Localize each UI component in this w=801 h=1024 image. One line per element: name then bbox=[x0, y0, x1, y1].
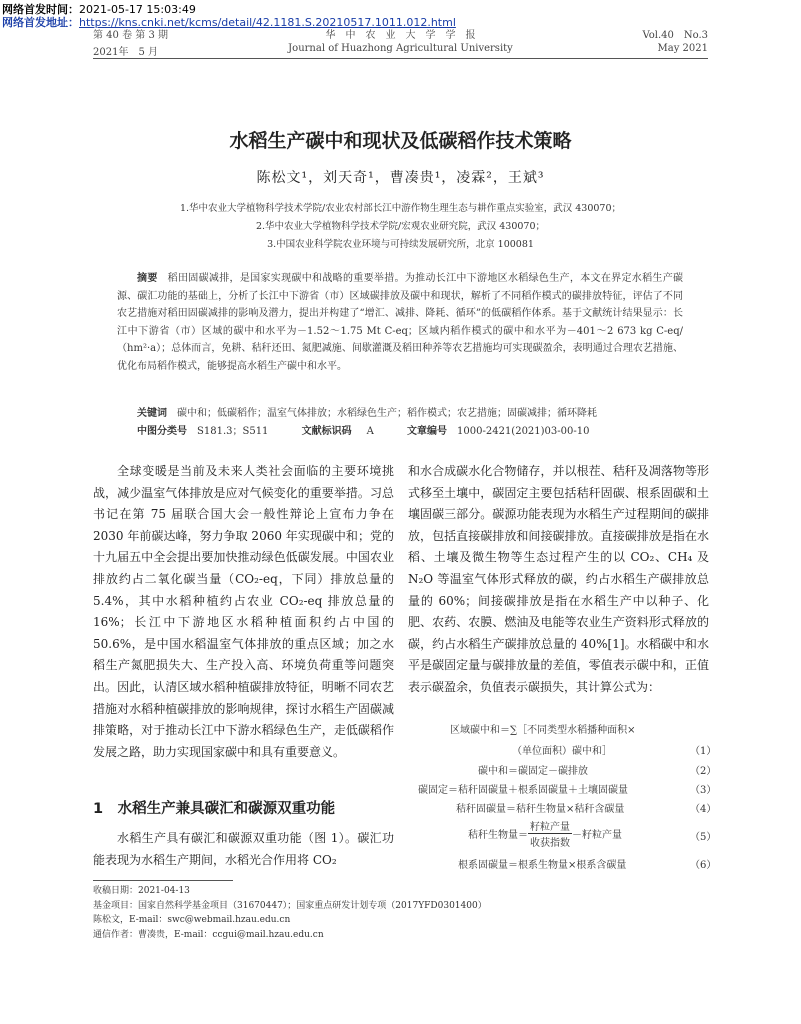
equation-4: 秸秆固碳量＝秸秆生物量×秸秆含碳量 bbox=[456, 804, 625, 815]
journal-cn: 华 中 农 业 大 学 学 报 bbox=[325, 30, 476, 41]
header-rule bbox=[93, 58, 708, 59]
section-1-heading: 1 水稻生产兼具碳汇和碳源双重功能 bbox=[93, 801, 336, 817]
left-column-cont bbox=[93, 828, 394, 871]
abstract-label: 摘要 bbox=[137, 273, 158, 284]
equation-5-numerator: 籽粒产量 bbox=[528, 818, 572, 834]
clc-value: S181.3；S511 bbox=[197, 426, 269, 437]
article-no-value: 1000-2421(2021)03-00-10 bbox=[457, 426, 590, 437]
right-column bbox=[408, 461, 709, 699]
doc-code-label: 文献标识码 bbox=[301, 426, 352, 437]
authors: 陈松文¹，刘天奇¹，曹凑贵¹，凌霖²，王斌³ bbox=[256, 170, 545, 186]
keywords-text: 碳中和；低碳稻作；温室气体排放；水稻绿色生产；稻作模式；农艺措施；固碳减排；循环降耗 bbox=[177, 408, 597, 419]
abstract-text: 稻田固碳减排，是国家实现碳中和战略的重要举措。为推动长江中下游地区水稻绿色生产，本文在界定水稻生产碳源、碳汇功能的基础上，分析了长江中下游省（市）区域碳排放及碳中和现状，解析了不同稻作模式的碳排放特征，评估了不同农艺措施对稻田固碳减排的影响及潜力，提出并构建了“增汇、减排、降耗、循环”的低碳稻作体系。基于文献统计结果显示：长江中下游省（市）区域的碳中和水平为－1.52～1.75 Mt C-eq；区域内稻作模式的碳中和水平为－401～2 673 kg C-eq/（hm²·a）；总体而言，免耕、秸秆还田、氮肥减施、间歇灌溉及稻田种养等农艺措施均可实现碳盈余，表明通过合理农艺措施、优化布局稻作模式，能够提高水稻生产碳中和水平。 bbox=[117, 273, 684, 372]
clc-label: 中图分类号 bbox=[137, 426, 187, 437]
equation-1b: （单位面积）碳中和］ bbox=[512, 746, 612, 757]
equation-6: 根系固碳量＝根系生物量×根系含碳量 bbox=[458, 860, 627, 871]
left-column bbox=[93, 461, 394, 763]
equation-3-number: （3） bbox=[690, 785, 717, 796]
classification-line bbox=[117, 423, 683, 441]
equation-5-tail: －籽粒产量 bbox=[572, 830, 622, 841]
article-title: 水稻生产碳中和现状及低碳稻作技术策略 bbox=[229, 130, 572, 152]
continued-paragraph: 和水合成碳水化合物储存，并以根茬、秸秆及凋落物等形式移至土壤中，碳固定主要包括秸秆固碳、根系固碳和土壤固碳三部分。碳源功能表现为水稻生产过程期间的碳排放，包括直接碳排放和间接碳排放。直接碳排放是指在水稻、土壤及微生物等生态过程产生的以 CO₂、CH₄ 及 N₂O 等温室气体形式释放的碳，约占水稻生产碳排放总量的 60%；间接碳排放是指在水稻生产中以种子、化肥、农药、农膜、燃油及电能等农业生产资料形式释放的碳，约占水稻生产碳排放总量的 40%[1]。水稻碳中和水平是碳固定量与碳排放量的差值，零值表示碳中和，正值表示碳盈余，负值表示碳损失，其计算公式为： bbox=[408, 464, 709, 694]
section-1-paragraph: 水稻生产具有碳汇和碳源双重功能（图 1）。碳汇功能表现为水稻生产期间，水稻光合作用将 CO₂ bbox=[93, 831, 394, 867]
footnote-corresponding: 通信作者：曹凑贵，E-mail：ccgui@mail.hzau.edu.cn bbox=[93, 929, 324, 940]
footnote-received: 收稿日期：2021-04-13 bbox=[93, 886, 190, 896]
date-cn: 2021年 5 月 bbox=[93, 47, 158, 58]
online-pub-time bbox=[2, 3, 196, 16]
doc-code-value: A bbox=[366, 426, 374, 437]
equation-2-number: （2） bbox=[690, 766, 717, 777]
equation-1a: 区域碳中和＝∑［不同类型水稻播种面积× bbox=[450, 725, 636, 736]
keywords bbox=[117, 405, 683, 423]
online-pub-time-value: 2021-05-17 15:03:49 bbox=[79, 3, 196, 16]
equation-5-denominator: 收获指数 bbox=[530, 838, 570, 849]
online-pub-time-label: 网络首发时间： bbox=[2, 3, 79, 16]
journal-en: Journal of Huazhong Agricultural University bbox=[288, 43, 513, 54]
equation-3: 碳固定＝秸秆固碳量＋根系固碳量＋土壤固碳量 bbox=[418, 785, 628, 796]
online-pub-address-label: 网络首发地址： bbox=[2, 16, 79, 29]
affiliation-3: 3.中国农业科学院农业环境与可持续发展研究所，北京 100081 bbox=[267, 239, 534, 250]
affiliation-1: 1.华中农业大学植物科学技术学院/农业农村部长江中游作物生理生态与耕作重点实验室，武汉 430070； bbox=[179, 203, 622, 214]
equation-2: 碳中和＝碳固定－碳排放 bbox=[478, 766, 588, 777]
online-pub-address-link[interactable]: https://kns.cnki.net/kcms/detail/42.1181.S.20210517.1011.012.html bbox=[79, 16, 456, 29]
footnote-funding: 基金项目：国家自然科学基金项目（31670447）；国家重点研发计划专项（2017YFD0301400） bbox=[93, 900, 487, 911]
equation-5-lhs: 秸秆生物量＝ bbox=[468, 830, 528, 841]
equation-1-number: （1） bbox=[690, 746, 717, 757]
keywords-label: 关键词 bbox=[137, 408, 167, 419]
date-en: May 2021 bbox=[657, 43, 708, 54]
article-no-label: 文章编号 bbox=[407, 426, 448, 437]
equation-5 bbox=[468, 818, 622, 849]
equation-6-number: （6） bbox=[690, 860, 717, 871]
equation-4-number: （4） bbox=[690, 804, 717, 815]
issue-cn: 第 40 卷 第 3 期 bbox=[93, 30, 168, 41]
footnotes bbox=[93, 884, 487, 942]
affiliation-2: 2.华中农业大学植物科学技术学院/宏观农业研究院，武汉 430070； bbox=[255, 221, 546, 232]
footnote-rule bbox=[93, 880, 233, 881]
footnote-first-author: 陈松文，E-mail：swc@webmail.hzau.edu.cn bbox=[93, 915, 291, 925]
vol-en: Vol.40 No.3 bbox=[642, 30, 708, 41]
equation-5-fraction bbox=[528, 818, 572, 849]
intro-paragraph: 全球变暖是当前及未来人类社会面临的主要环境挑战，减少温室气体排放是应对气候变化的重要举措。习总书记在第 75 届联合国大会一般性辩论上宣布力争在 2030 年前碳达峰，努力争取 2060 年实现碳中和；党的十九届五中全会提出要加快推动绿色低碳发展。中国农业排放约占二氧化碳当量（CO₂-eq，下同）排放总量的 5.4%，其中水稻种植约占农业 CO₂-eq 排放总量的 16%；长江中下游地区水稻种植面积约占中国的 50.6%，是中国水稻温室气体排放的重点区域；加之水稻生产氮肥损失大、生产投入高、环境负荷重等问题突出。因此，认清区域水稻种植碳排放特征，明晰不同农艺措施对水稻种植碳排放的影响规律，探讨水稻生产固碳减排策略，对于推动长江中下游水稻绿色生产，走低碳稻作发展之路，助力实现国家碳中和具有重要意义。 bbox=[93, 464, 394, 759]
equation-5-number: （5） bbox=[690, 832, 717, 843]
abstract bbox=[117, 270, 683, 375]
